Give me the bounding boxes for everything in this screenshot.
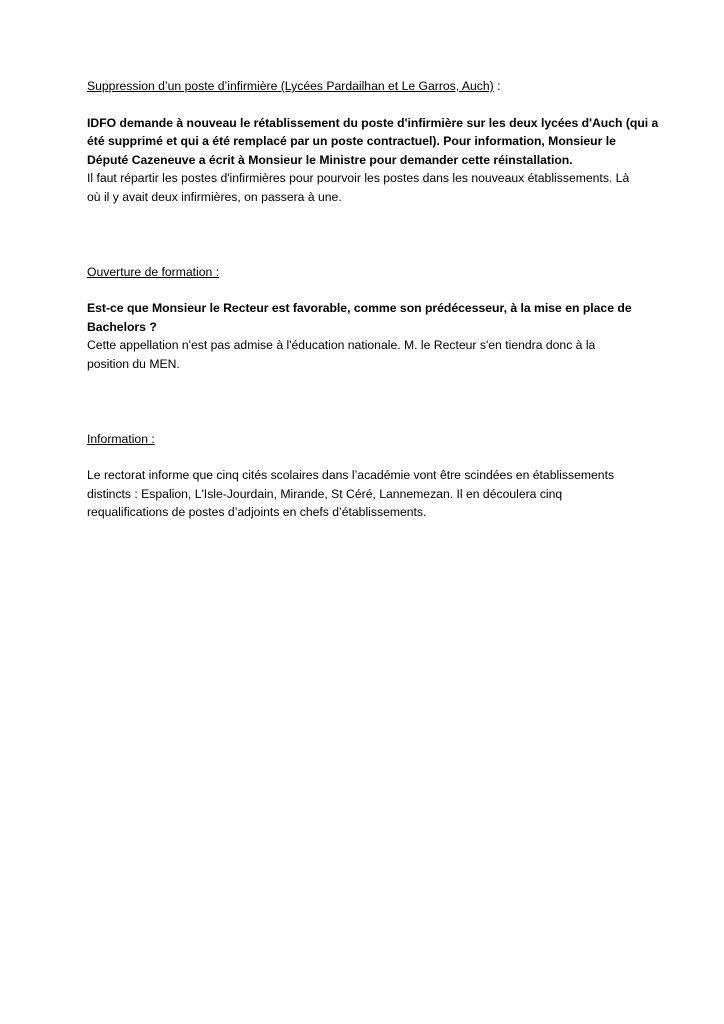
section-suppression-poste <box>87 77 659 207</box>
section-heading-underlined: Suppression d’un poste d’infirmière (Lycées Pardailhan et Le Garros, Auch) <box>87 79 494 93</box>
text-line: position du MEN. <box>87 356 180 371</box>
text-line: requalifications de postes d’adjoints en chefs d’établissements. <box>87 505 427 520</box>
text-line: Bachelors ? <box>87 319 157 334</box>
text-line: IDFO demande à nouveau le rétablissement du poste d'infirmière sur les deux lycées d'Auch (qui a <box>87 115 659 130</box>
text-line: distincts : Espalion, L'Isle-Jourdain, Mirande, St Céré, Lannemezan. Il en découlera cinq <box>87 486 563 501</box>
answer-paragraph <box>87 336 647 373</box>
document-body <box>87 77 659 522</box>
information-paragraph <box>87 466 647 522</box>
section-heading-underlined: Information : <box>87 431 155 446</box>
section-heading <box>87 263 647 282</box>
text-line: Le rectorat informe que cinq cités scolaires dans l’académie vont être scindées en établissements <box>87 468 615 483</box>
question-paragraph <box>87 114 659 170</box>
section-ouverture-formation <box>87 263 647 374</box>
text-line: Député Cazeneuve a écrit à Monsieur le Ministre pour demander cette réinstallation. <box>87 152 573 167</box>
text-line: Est-ce que Monsieur le Recteur est favorable, comme son prédécesseur, à la mise en place de <box>87 301 632 316</box>
text-line: Il faut répartir les postes d'infirmières pour pourvoir les postes dans les nouveaux établissements. Là <box>87 171 630 186</box>
section-heading-underlined: Ouverture de formation : <box>87 264 220 279</box>
question-paragraph <box>87 299 647 336</box>
text-line: où il y avait deux infirmières, on passera à une. <box>87 189 342 204</box>
text-line: Cette appellation n'est pas admise à l'éducation nationale. M. le Recteur s'en tiendra donc à la <box>87 338 596 353</box>
section-information <box>87 430 647 522</box>
answer-paragraph <box>87 169 647 206</box>
text-line: été supprimé et qui a été remplacé par un poste contractuel). Pour information, Monsieur le <box>87 134 616 149</box>
section-heading-suffix: : <box>493 79 501 93</box>
section-heading <box>87 77 647 96</box>
section-heading <box>87 430 647 449</box>
